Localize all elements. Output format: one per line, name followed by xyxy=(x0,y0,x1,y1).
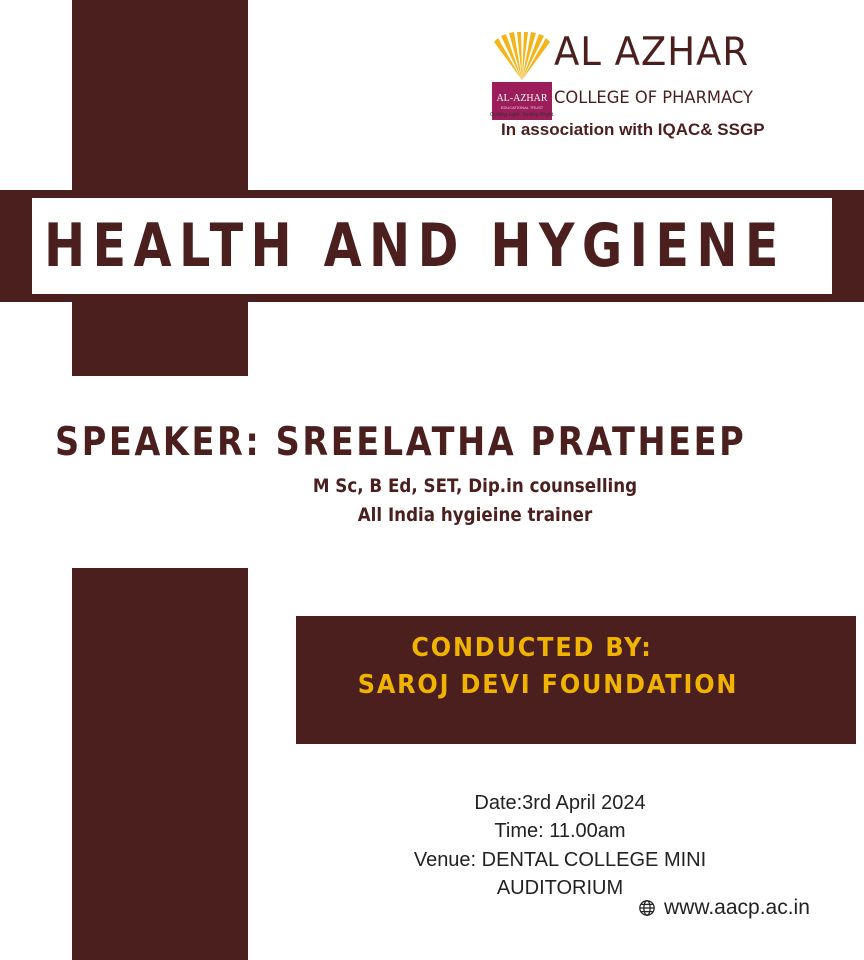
logo-tagline: Guiding Light. Smiling Bright. xyxy=(490,112,555,118)
event-time: Time: 11.00am xyxy=(494,820,626,842)
college-logo xyxy=(490,30,820,155)
college-subtitle: COLLEGE OF PHARMACY xyxy=(554,88,753,108)
association-text: In association with IQAC& SSGP xyxy=(501,120,765,139)
maroon-vertical-bar-bottom xyxy=(72,568,248,960)
maroon-vertical-bar-top xyxy=(72,0,248,376)
conducted-by-box xyxy=(296,616,856,744)
college-name: AL AZHAR xyxy=(554,30,750,75)
event-venue-line1: Venue: DENTAL COLLEGE MINI xyxy=(413,849,707,871)
website-url[interactable]: www.aacp.ac.in xyxy=(664,896,810,919)
logo-badge-name: AL-AZHAR xyxy=(496,92,548,104)
organizer-name: SAROJ DEVI FOUNDATION xyxy=(357,670,739,700)
sunburst-logo-icon xyxy=(492,32,552,82)
speaker-role: All India hygieine trainer xyxy=(357,504,593,526)
title-box xyxy=(32,198,832,294)
globe-icon xyxy=(638,899,656,917)
event-venue-line2: AUDITORIUM xyxy=(496,877,624,899)
event-date: Date:3rd April 2024 xyxy=(474,792,646,814)
event-title: HEALTH AND HYGIENE xyxy=(44,211,786,281)
logo-badge-sub: EDUCATIONAL TRUST xyxy=(500,104,544,110)
speaker-credentials: M Sc, B Ed, SET, Dip.in counselling xyxy=(312,475,638,497)
speaker-heading: SPEAKER: SREELATHA PRATHEEP xyxy=(55,420,747,465)
website[interactable] xyxy=(638,896,810,920)
conducted-by-label: CONDUCTED BY: xyxy=(411,633,653,663)
